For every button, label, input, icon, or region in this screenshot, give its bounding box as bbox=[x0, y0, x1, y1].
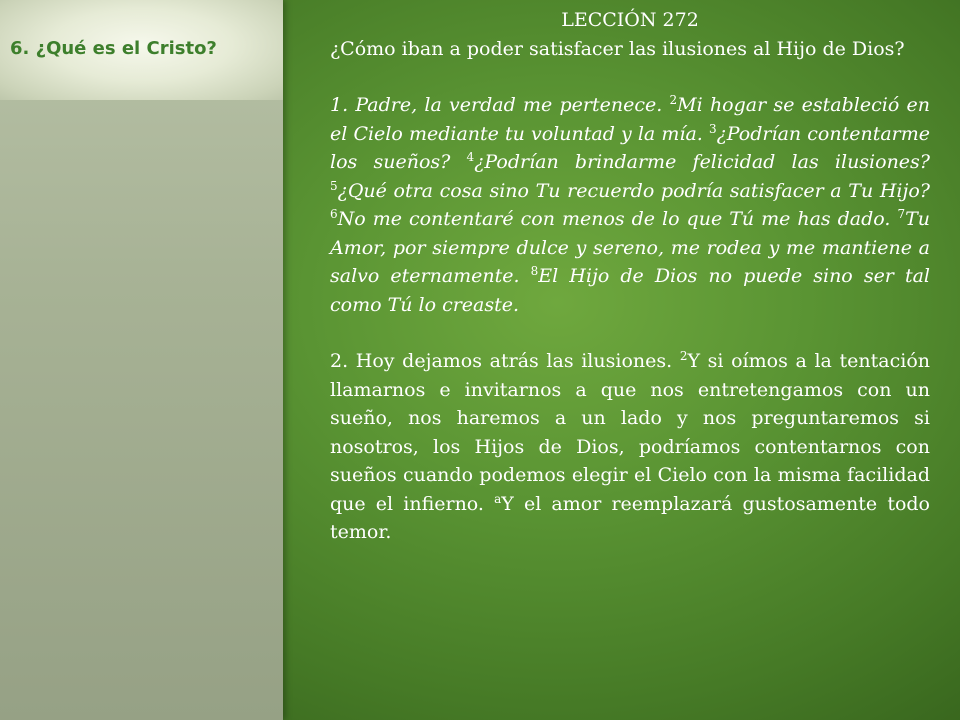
sentence: ¿Qué otra cosa sino Tu recuerdo podría satisfacer a Tu Hijo? bbox=[337, 179, 930, 202]
verse-number: 2 bbox=[669, 93, 678, 107]
verse-number: 2 bbox=[679, 349, 688, 363]
verse-number: 4 bbox=[466, 150, 475, 164]
sidebar-panel bbox=[0, 0, 283, 720]
verse-number: 7 bbox=[897, 207, 906, 221]
verse-number: 3 bbox=[708, 121, 717, 136]
section-title: 6. ¿Qué es el Cristo? bbox=[10, 38, 217, 59]
verse-number: a bbox=[494, 491, 502, 506]
sentence: Tu Amor, por siempre dulce y sereno, me rodea y me mantiene a salvo eternamente. bbox=[330, 208, 930, 287]
sentence: Mi hogar se estableció en el Cielo mediante tu voluntad y la mía. bbox=[330, 94, 930, 145]
verse-number: 5 bbox=[330, 178, 338, 193]
verse-number: 6 bbox=[330, 207, 338, 221]
sentence: No me contentaré con menos de lo que Tú me has dado. bbox=[337, 208, 898, 230]
sentence: ¿Podrían contentarme los sueños? bbox=[330, 122, 930, 173]
lesson-question: ¿Cómo iban a poder satisfacer las ilusiones al Hijo de Dios? bbox=[330, 37, 905, 60]
section-title-box bbox=[0, 0, 283, 100]
lesson-label: LECCIÓN 272 bbox=[561, 9, 699, 31]
lesson-content bbox=[330, 6, 930, 575]
sentence: ¿Podrían brindarme felicidad las ilusiones? bbox=[474, 151, 930, 173]
sentence: Y si oímos a la tentación llamarnos e invitarnos a que nos entretengamos con un sueño, nos haremos a un lado y nos preguntaremos si nosotros, los Hijos de Dios, podríamos contentarnos con sueños cuando podemos elegir el Cielo con la misma facilidad que el infierno. bbox=[330, 350, 930, 515]
sentence: 1. Padre, la verdad me pertenece. bbox=[330, 94, 670, 116]
lesson-paragraph-2 bbox=[330, 347, 930, 547]
verse-number: 8 bbox=[530, 264, 539, 278]
lesson-paragraph-1 bbox=[330, 91, 930, 319]
sentence: 2. Hoy dejamos atrás las ilusiones. bbox=[330, 350, 680, 372]
sentence: El Hijo de Dios no puede sino ser tal como Tú lo creaste. bbox=[330, 265, 931, 316]
sentence: Y el amor reemplazará gustosamente todo temor. bbox=[330, 492, 930, 543]
